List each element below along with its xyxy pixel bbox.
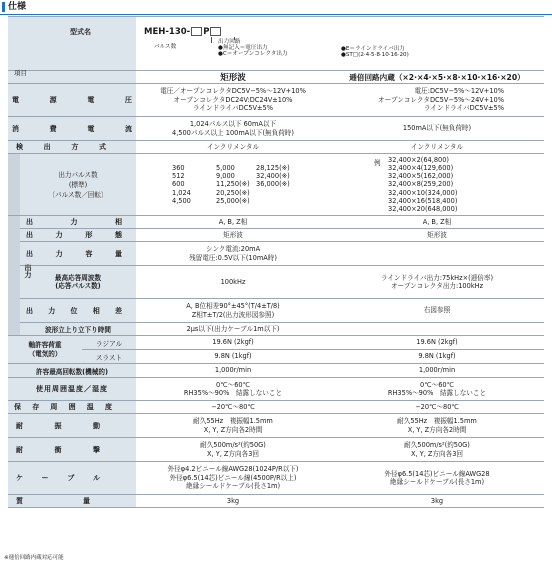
pulses-c2 — [330, 154, 544, 216]
pulse-value: 9,000 — [216, 172, 235, 181]
speed-label: 許容最高回転数(機械的) — [8, 364, 136, 378]
phase-diff-c2: 右図参照 — [330, 299, 544, 323]
item-label: 項目 — [14, 69, 27, 77]
capacity-c2 — [330, 242, 544, 266]
section-title: 仕様 — [8, 2, 27, 12]
pulse-value: 25,000(※) — [216, 196, 250, 205]
rise-c2 — [330, 323, 544, 336]
table-row — [8, 414, 544, 438]
sub-pulse: パルス数 — [154, 44, 177, 50]
thrust-c1: 9.8N (1kgf) — [136, 350, 330, 364]
vibration-label: 耐 振 動 — [16, 421, 100, 430]
shock-c1: 耐久500m/s²(約50G) X, Y, Z方向各3回 — [136, 438, 330, 462]
mass-label: 質 量 — [16, 497, 90, 505]
table-row — [8, 229, 544, 242]
cable-c2: 外径φ6.5(14芯)ビニール線AWG28 絶縁シールドケーブル(長さ1m) — [330, 462, 544, 495]
model-code-prefix: MEH-130- — [144, 27, 191, 37]
table-row — [8, 154, 544, 216]
title-marker — [2, 2, 5, 12]
pulse-value: 5,000 — [216, 164, 235, 173]
vibration-c2: 耐久55Hz 複振幅1.5mm X, Y, Z方向各2時間 — [330, 414, 544, 438]
pulses-c2-list: 32,400×2(64,800) 32,400×4(129,600) 32,400×5(162,000) 32,400×8(259,200) 32,400×10(324,000) 32,400×16(518,400) 32,400×20(648,000) — [388, 156, 458, 213]
col1-header: 矩形波 — [136, 71, 330, 84]
table-row — [8, 378, 544, 401]
method-c1: インクリメンタル — [136, 141, 330, 154]
pulse-value — [256, 197, 312, 205]
freq-c2: ラインドライバ出力:75kHz×(逓倍率) オープンコレクタ出力:100kHz — [330, 266, 544, 299]
pulse-value: 512 — [172, 172, 185, 181]
output-box — [210, 27, 221, 36]
load-label: 軸許容荷重 （電気的） — [8, 336, 82, 364]
speed-c1: 1,000r/min — [136, 364, 330, 378]
cable-label: ケ ー ブ ル — [16, 474, 100, 482]
pulse-leader — [211, 37, 212, 43]
model-header-row — [8, 17, 544, 71]
model-code-cell — [136, 17, 544, 71]
temp-c2: 0℃〜60℃ RH35%〜90% 結露しないこと — [330, 378, 544, 401]
table-row — [8, 141, 544, 154]
table-row — [8, 462, 544, 495]
table-row — [8, 266, 544, 299]
mass-c1: 3kg — [136, 495, 330, 508]
pulse-value: 36,000(※) — [256, 180, 290, 189]
table-row — [8, 336, 544, 350]
voltage-label: 電 源 電 圧 — [12, 96, 132, 104]
cable-c1: 外径φ4.2ビニール線AWG28(1024P/R以下) 外径φ6.5(14芯)ビニール線(4500P/R以上) 絶縁シールドケーブル(長さ1m) — [136, 462, 330, 495]
vibration-c1: 耐久55Hz 複振幅1.5mm X, Y, Z方向各2時間 — [136, 414, 330, 438]
pulse-value — [256, 189, 312, 197]
column-header-row — [8, 71, 544, 84]
table-row — [8, 84, 544, 117]
pulses-c2-prefix: 例 — [374, 159, 381, 167]
voltage-c2: 電圧:DC5V−5%〜12V+10% オープンコレクタDC5V−5%〜24V+10% ラインドライバDC5V±5% — [330, 84, 544, 117]
pulse-value: 32,400(※) — [256, 172, 290, 181]
form-label: 出 力 形 態 — [26, 231, 122, 239]
table-row — [8, 350, 544, 364]
table-row — [8, 242, 544, 266]
capacity-c1: シンク電流:20mA 残留電圧:0.5V以下(10mA時) — [136, 242, 330, 266]
pulse-value: 1,024 — [172, 188, 191, 197]
radial-label: ラジアル — [82, 336, 136, 350]
form-c1: 矩形波 — [136, 229, 330, 242]
pulse-value: 600 — [172, 180, 185, 189]
phase-diff-c1: A, B位相差90°±45°(T/4±T/8) Z相T±T/2(出力波形図参照) — [136, 299, 330, 323]
spec-table — [8, 16, 544, 508]
table-row — [8, 216, 544, 229]
mass-c2: 3kg — [330, 495, 544, 508]
pulses-label: 出力パルス数 (標準) 〔パルス数／回転〕 — [20, 154, 136, 216]
form-c2: 矩形波 — [330, 229, 544, 242]
col2-header: 逓倍回路内蔵（×2·×4·×5·×8·×10·×16·×20） — [330, 71, 544, 84]
shock-label: 耐 衝 撃 — [16, 445, 100, 454]
freq-label: 最高応答周波数 (応答パルス数) — [20, 266, 136, 299]
pulse-value: 11,250(※) — [216, 180, 250, 189]
current-c2: 150mA以下(無負荷時) — [330, 117, 544, 141]
rise-c1: 2μs以下(出力ケーブル1m以下) — [136, 323, 330, 336]
storage-label: 保 存 周 囲 温 度 — [14, 403, 112, 411]
sub-driver-opts: ●E＝ラインドライバ出力 ●ST□(2·4·5·8·10·16·20) — [341, 46, 409, 59]
speed-c2: 1,000r/min — [330, 364, 544, 378]
table-row — [8, 364, 544, 378]
pulse-value: 28,125(※) — [256, 164, 290, 173]
section-title-bar — [0, 0, 552, 14]
temp-c1: 0℃〜60℃ RH35%〜90% 結露しないこと — [136, 378, 330, 401]
radial-c2: 19.6N (2kgf) — [330, 336, 544, 350]
storage-c2: −20℃〜80℃ — [330, 401, 544, 414]
current-label: 消 費 電 流 — [12, 124, 132, 133]
footnote: ※逓倍回路内蔵対応可能 — [4, 555, 64, 561]
column-header-spacer — [8, 71, 136, 84]
model-code-mid: P — [203, 27, 210, 37]
freq-c1: 100kHz — [136, 266, 330, 299]
rise-label: 波形立上り立下り時間 — [20, 323, 136, 336]
pulse-grid — [136, 164, 330, 204]
model-label: 型式名 — [70, 28, 91, 36]
method-c2: インクリメンタル — [330, 141, 544, 154]
temp-label: 使用周囲温度／湿度 — [8, 378, 136, 401]
phase-diff-label: 出 力 位 相 差 — [26, 306, 122, 315]
radial-c1: 19.6N (2kgf) — [136, 336, 330, 350]
table-row — [8, 117, 544, 141]
pulses-c1 — [136, 154, 330, 216]
thrust-label: スラスト — [82, 350, 136, 364]
pulse-group-cell — [8, 154, 20, 216]
output-group-label: 出力 — [8, 216, 20, 336]
table-row — [8, 495, 544, 508]
phase-c2: A, B, Z相 — [330, 216, 544, 229]
phase-c1: A, B, Z相 — [136, 216, 330, 229]
shock-c2: 耐久500m/s²(約50G) X, Y, Z方向各3回 — [330, 438, 544, 462]
phase-label: 出 力 相 — [26, 218, 122, 226]
pulse-box — [191, 27, 202, 36]
storage-c1: −20℃〜80℃ — [136, 401, 330, 414]
thrust-c2: 9.8N (1kgf) — [330, 350, 544, 364]
title-underline — [0, 14, 552, 15]
pulse-value: 360 — [172, 164, 185, 173]
model-label-cell — [8, 17, 136, 77]
table-row — [8, 401, 544, 414]
table-row — [8, 299, 544, 323]
table-row — [8, 323, 544, 336]
method-label: 検 出 方 式 — [16, 143, 106, 151]
pulse-value: 20,250(※) — [216, 188, 250, 197]
pulse-value: 4,500 — [172, 196, 191, 205]
sub-output-opts: ●無記入＝電圧出力 ●C＝オープンコレクタ出力 — [218, 45, 288, 58]
sub-output — [218, 39, 288, 58]
capacity-label: 出 力 容 量 — [26, 249, 122, 258]
model-code — [144, 27, 222, 37]
voltage-c1: 電圧／オープンコレクタDC5V−5%〜12V+10% オープンコレクタDC24V:DC24V±10% ラインドライバDC5V±5% — [136, 84, 330, 117]
sub-output-title: 出力回路 — [218, 39, 241, 45]
current-c1: 1,024パルス以下 60mA以下 4,500パルス以上 100mA以下(無負荷時) — [136, 117, 330, 141]
table-row — [8, 438, 544, 462]
